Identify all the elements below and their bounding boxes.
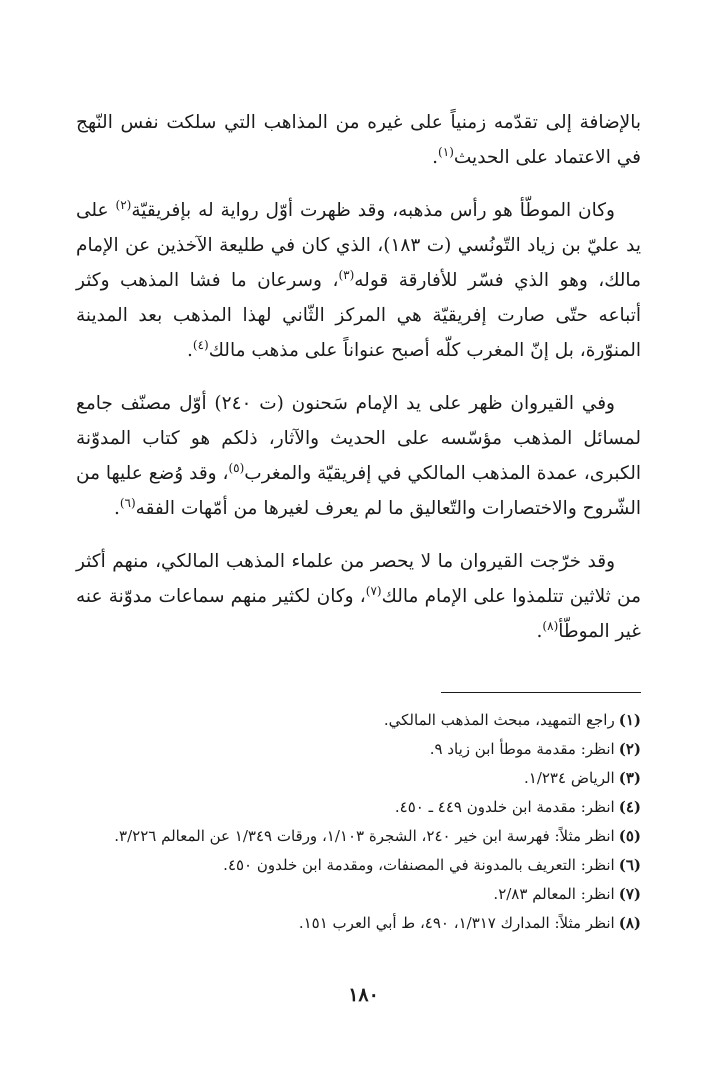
paragraph-2-tail: .: [187, 340, 193, 361]
paragraph-2-text-c: ، وسرعان ما فشا المذهب وكثر أتباعه حتّى صارت إفريقيّة هي المركز الثّاني لهذا المذهب بعد المدينة المنوّرة، بل إنّ المغرب كلّه أصبح عنواناً على مذهب مالك: [76, 270, 641, 361]
page-number: ١٨٠: [348, 984, 379, 1006]
paragraph-4-text-b: ، وكان لكثير منهم سماعات مدوّنة عنه غير الموطّأ: [76, 586, 641, 642]
footnote-separator: [441, 692, 641, 693]
footnote-6: [76, 851, 641, 880]
paragraph-3: [76, 386, 641, 526]
footnote-text: انظر: التعريف بالمدونة في المصنفات، ومقدمة ابن خلدون ٤٥٠.: [223, 856, 615, 874]
footnote-ref-1[interactable]: (١): [438, 144, 454, 159]
footnote-ref-8[interactable]: (٨): [542, 618, 559, 633]
paragraph-2: [76, 193, 641, 368]
footnote-text: انظر: مقدمة ابن خلدون ٤٤٩ ـ ٤٥٠.: [394, 798, 615, 816]
footnote-number: (٧): [618, 885, 641, 903]
paragraph-4-text: وقد خرّجت القيروان ما لا يحصر من علماء المذهب المالكي، منهم أكثر من ثلاثين تتلمذوا على الإمام مالك: [76, 551, 641, 607]
paragraph-1-text: بالإضافة إلى تقدّمه زمنياً على غيره من المذاهب التي سلكت نفس النّهج في الاعتماد على الحديث: [76, 112, 641, 168]
paragraph-1-tail: .: [432, 147, 439, 168]
footnote-text: راجع التمهيد، مبحث المذهب المالكي.: [383, 711, 615, 729]
paragraph-4: [76, 544, 641, 649]
main-text: [76, 105, 641, 667]
footnote-text: انظر مثلاً: المدارك ١/٣١٧، ٤٩٠، ط أبي العرب ١٥١.: [298, 914, 615, 932]
footnote-ref-3[interactable]: (٣): [338, 267, 355, 282]
footnote-number: (٦): [618, 856, 641, 874]
footnote-7: [76, 880, 641, 909]
footnote-3: [76, 764, 641, 793]
paragraph-3-text: وفي القيروان ظهر على يد الإمام سَحنون (ت ٢٤٠) أوّل مصنّف جامع لمسائل المذهب مؤسّسه على الحديث والآثار، ذلكم هو كتاب المدوّنة الكبرى، عمدة المذهب المالكي في إفريقيّة والمغرب: [76, 393, 641, 484]
footnote-number: (٤): [618, 798, 641, 816]
footnote-number: (٢): [618, 740, 641, 758]
footnote-text: انظر مثلاً: فهرسة ابن خير ٢٤٠، الشجرة ١/١٠٣، ورقات ١/٣٤٩ عن المعالم ٣/٢٢٦.: [114, 827, 615, 845]
footnote-8: [76, 909, 641, 938]
footnotes: [76, 706, 641, 938]
footnote-number: (٥): [618, 827, 641, 845]
paragraph-4-tail: .: [536, 621, 543, 642]
footnote-5: [76, 822, 641, 851]
footnote-ref-6[interactable]: (٦): [119, 495, 136, 510]
footnote-ref-2[interactable]: (٢): [115, 197, 132, 212]
footnote-4: [76, 793, 641, 822]
footnote-ref-5[interactable]: (٥): [228, 460, 245, 475]
footnote-1: [76, 706, 641, 735]
footnote-ref-4[interactable]: (٤): [192, 337, 209, 352]
footnote-number: (٨): [618, 914, 641, 932]
footnote-ref-7[interactable]: (٧): [365, 583, 382, 598]
footnote-2: [76, 735, 641, 764]
paragraph-3-tail: .: [113, 498, 120, 519]
footnote-text: انظر: مقدمة موطأ ابن زياد ٩.: [429, 740, 615, 758]
paragraph-2-text: وكان الموطّأ هو رأس مذهبه، وقد ظهرت أوّل رواية له بإفريقيّة: [131, 200, 615, 221]
paragraph-3-text-b: ، وقد وُضع عليها من الشّروح والاختصارات والتّعاليق ما لم يعرف لغيرها من أمّهات الفقه: [76, 463, 641, 519]
footnote-text: الرياض ١/٢٣٤.: [523, 769, 615, 787]
footnote-number: (١): [618, 711, 641, 729]
paragraph-1: [76, 105, 641, 175]
paragraph-2-text-b: على يد عليّ بن زياد التّونُسي (ت ١٨٣)، الذي كان في طليعة الآخذين عن الإمام مالك، وهو الذي فسّر للأفارقة قوله: [76, 200, 641, 291]
footnote-text: انظر: المعالم ٢/٨٣.: [493, 885, 615, 903]
footnote-number: (٣): [618, 769, 641, 787]
